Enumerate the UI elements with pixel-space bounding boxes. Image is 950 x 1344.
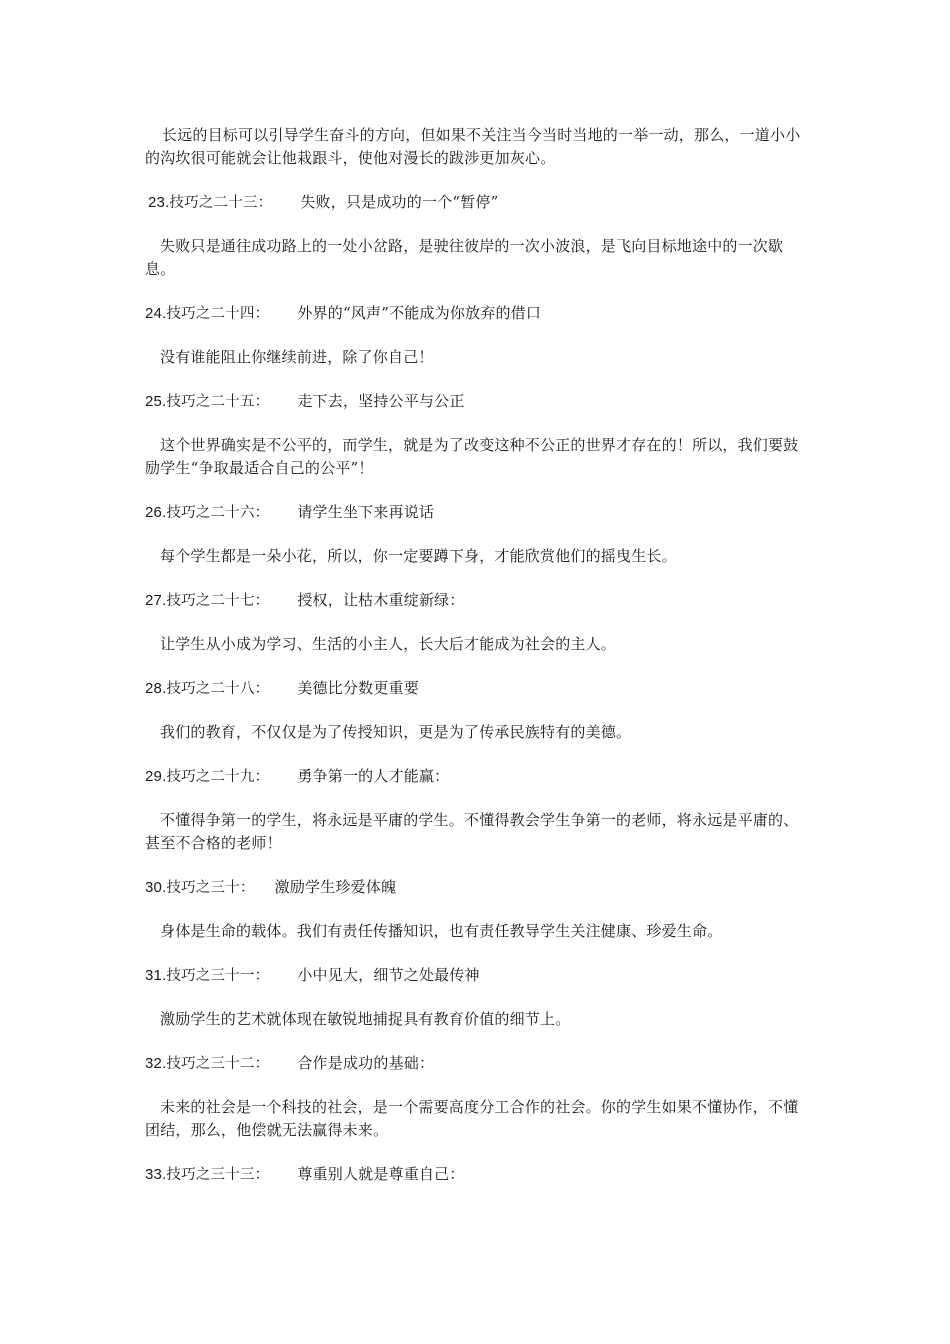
section-heading: [145, 964, 810, 988]
section-title: 勇争第一的人才能赢：: [297, 767, 450, 785]
section-body: 失败只是通往成功路上的一处小岔路，是驶往彼岸的一次小波浪，是飞向目标地途中的一次歇息。: [145, 237, 784, 278]
section-number: 27.: [145, 592, 167, 609]
section-label: 技巧之二十六：: [166, 505, 270, 521]
intro-paragraph: 长远的目标可以引导学生奋斗的方向，但如果不关注当今当时当地的一举一动，那么，一道小小的沟坎很可能就会让他栽跟斗，使他对漫长的跋涉更加灰心。: [145, 126, 801, 167]
section-body: 每个学生都是一朵小花，所以，你一定要蹲下身，才能欣赏他们的摇曳生长。: [160, 547, 677, 565]
section-24: [145, 302, 810, 369]
section-body: 不懂得争第一的学生，将永远是平庸的学生。不懂得教会学生争第一的老师，将永远是平庸的、甚至不合格的老师！: [145, 811, 799, 852]
section-23: [145, 191, 810, 281]
section-32: [145, 1052, 810, 1142]
section-number: 28.: [145, 680, 167, 697]
section-title: 激励学生珍爱体魄: [274, 878, 397, 896]
section-27: [145, 589, 810, 656]
section-title: 小中见大，细节之处最传神: [297, 966, 480, 984]
section-body: 我们的教育，不仅仅是为了传授知识，更是为了传承民族特有的美德。: [160, 723, 632, 741]
section-label: 技巧之三十：: [166, 880, 255, 896]
section-title: 合作是成功的基础：: [297, 1054, 435, 1072]
section-28: [145, 677, 810, 744]
section-title: 失败，只是成功的一个“暂停”: [300, 193, 499, 211]
document-page: [145, 124, 810, 1207]
section-title: 请学生坐下来再说话: [297, 503, 435, 521]
section-body: 这个世界确实是不公平的，而学生，就是为了改变这种不公正的世界才存在的！所以，我们要鼓励学生“争取最适合自己的公平”！: [145, 436, 799, 477]
section-heading: [145, 191, 810, 215]
section-26: [145, 501, 810, 568]
section-number: 26.: [145, 504, 167, 521]
section-body: 让学生从小成为学习、生活的小主人，长大后才能成为社会的主人。: [160, 635, 617, 653]
section-heading: [145, 1163, 810, 1187]
section-title: 走下去，坚持公平与公正: [297, 392, 465, 410]
section-number: 32.: [145, 1055, 167, 1072]
section-body: 身体是生命的载体。我们有责任传播知识，也有责任教导学生关注健康、珍爱生命。: [160, 922, 723, 940]
section-30: [145, 876, 810, 943]
section-label: 技巧之二十四：: [166, 306, 270, 322]
section-label: 技巧之二十八：: [166, 681, 270, 697]
section-number: 33.: [145, 1166, 167, 1183]
section-title: 美德比分数更重要: [297, 679, 419, 697]
section-heading: [145, 390, 810, 414]
section-label: 技巧之三十三：: [166, 1167, 270, 1183]
section-number: 23.: [148, 194, 170, 211]
section-heading: [145, 589, 810, 613]
section-heading: [145, 302, 810, 326]
section-title: 尊重别人就是尊重自己：: [297, 1165, 465, 1183]
section-body: 没有谁能阻止你继续前进，除了你自己！: [160, 348, 434, 366]
section-heading: [145, 501, 810, 525]
section-31: [145, 964, 810, 1031]
section-title: 外界的“风声”不能成为你放弃的借口: [297, 304, 542, 322]
section-25: [145, 390, 810, 480]
section-body: 激励学生的艺术就体现在敏锐地捕捉具有教育价值的细节上。: [160, 1010, 571, 1028]
section-number: 24.: [145, 305, 167, 322]
section-body: 未来的社会是一个科技的社会，是一个需要高度分工合作的社会。你的学生如果不懂协作，不懂团结，那么，他偿就无法赢得未来。: [145, 1098, 799, 1139]
section-heading: [145, 765, 810, 789]
section-label: 技巧之二十九：: [166, 769, 270, 785]
section-heading: [145, 677, 810, 701]
section-33: [145, 1163, 810, 1187]
section-29: [145, 765, 810, 855]
section-heading: [145, 1052, 810, 1076]
section-label: 技巧之二十三：: [169, 195, 273, 211]
section-number: 30.: [145, 879, 167, 896]
section-label: 技巧之三十二：: [166, 1056, 270, 1072]
section-number: 29.: [145, 768, 167, 785]
section-label: 技巧之二十五：: [166, 394, 270, 410]
section-label: 技巧之二十七：: [166, 593, 270, 609]
section-heading: [145, 876, 810, 900]
section-number: 25.: [145, 393, 167, 410]
section-label: 技巧之三十一：: [166, 968, 270, 984]
section-title: 授权，让枯木重绽新绿：: [297, 591, 465, 609]
section-number: 31.: [145, 967, 167, 984]
